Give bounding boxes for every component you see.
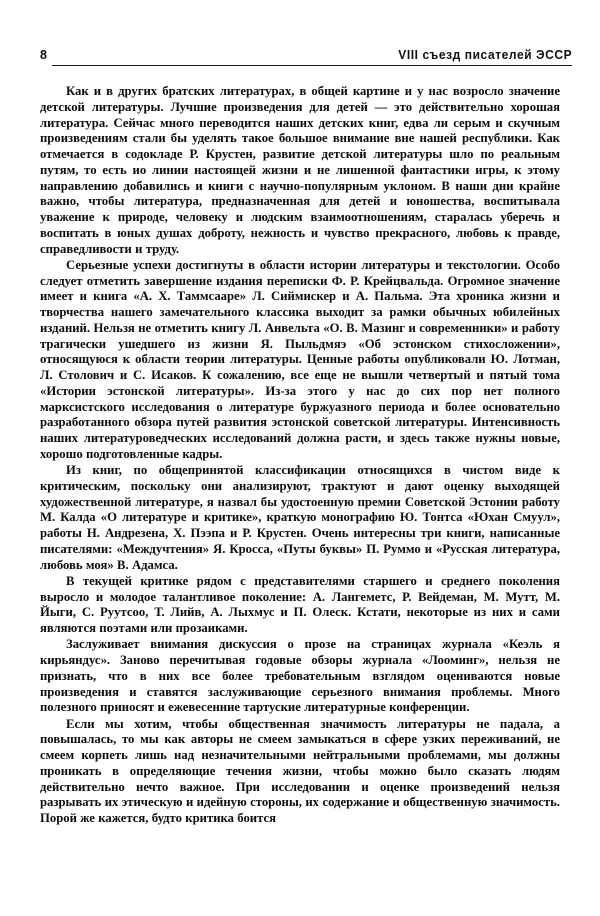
- paragraph: Как и в других братских литературах, в общей картине и у нас возросло значение детской литературы. Лучшие произведения для детей — это действительно хорошая литература. Сейчас много переводится наших детских книг, едва ли серым и скучным произведениям стали бы уделять такое большое внимание вне нашей республики. Как отмечается в содокладе Р. Крустен, развитие детской литературы шло по реальным путям, то есть ио линии настоящей жизни и не лишенной фантастики игры, к этому направлению добавились и книги с научно-популярным уклоном. В наши дни крайне важно, чтобы литература, предназначенная для детей и юношества, воспитывала уважение к природе, человеку и людским взаимоотношениям, старалась уберечь и воспитать в юных душах доброту, нежность и чувство прекрасного, любовь к правде, справедливости и труду.: [40, 84, 560, 256]
- paragraph: В текущей критике рядом с представителями старшего и среднего поколения выросло и молодое талантливое поколение: А. Лангеметс, Р. Вейдеман, М. Мутт, М. Йыги, С. Руутсоо, Т. Лийв, А. Лыхмус и П. Олеск. Кстати, некоторые из них и сами являются поэтами или прозаиками.: [40, 573, 560, 635]
- body-text-column: [40, 84, 560, 827]
- running-head-title: VIII съезд писателей ЭССР: [398, 47, 572, 62]
- paragraph: Из книг, по общепринятой классификации относящихся в чистом виде к критическим, поскольку они анализируют, трактуют и дают оценку выходящей художественной литературе, я назвал бы удостоенную премии Советской Эстонии работу М. Калда «О литературе и критике», краткую монографию Ю. Тонтса «Юхан Смуул», работы Н. Андрезена, Х. Пээпа и Р. Крустен. Очень интересны три книги, написанные писателями: «Междучтения» Я. Кросса, «Путы буквы» П. Руммо и «Русская литература, любовь моя» В. Адамса.: [40, 463, 560, 572]
- paragraph: Серьезные успехи достигнуты в области истории литературы и текстологии. Особо следует отметить завершение издания переписки Ф. Р. Крейцвальда. Огромное значение имеет и книга «А. Х. Таммсааре» Л. Сиймискер и А. Пальма. Эта хроника жизни и творчества нашего замечательного классика выходит за рамки обычных юбилейных изданий. Нельзя не отметить книгу Л. Анвельта «О. В. Мазинг и современники» и работу трагически ушедшего из жизни Я. Пыльдмяэ «Об эстонском стихосложении», относящуюся к области теории литературы. Ценные работы опубликовали Ю. Лотман, Л. Столович и С. Исаков. К сожалению, все еще не вышли четвертый и пятый тома «Истории эстонской литературы». Из-за этого у нас до сих пор нет полного марксистского исследования о литературе буржуазного периода и более основательно разработанного обзора путей развития эстонской советской литературы. Интенсивность наших литературоведческих исследований должна расти, и здесь также нужны новые, хорошо подготовленные кадры.: [40, 257, 560, 461]
- header-rule: [52, 65, 572, 66]
- page-number: 8: [40, 47, 47, 62]
- paragraph: Если мы хотим, чтобы общественная значимость литературы не падала, а повышалась, то мы как авторы не смеем замыкаться в сфере узких переживаний, не смеем корпеть лишь над незначительными нейтральными проблемами, мы должны проникать в определяющие течения жизни, чтобы можно было сказать людям действительно нечто важное. При исследовании и оценке произведений нельзя разрывать их этическую и идейную стороны, их содержание и общественную значимость. Порой же кажется, будто критика боится: [40, 716, 560, 825]
- paragraph: Заслуживает внимания дискуссия о прозе на страницах журнала «Кеэль я кирьяндус». Заново перечитывая годовые обзоры журнала «Лооминг», нельзя не признать, что в них все более требовательным взглядом оцениваются новые произведения и ставятся заслуживающие серьезного внимания проблемы. Много полезного приносят и ежевесенние тартуские литературные конференции.: [40, 637, 560, 715]
- running-head: [40, 40, 572, 62]
